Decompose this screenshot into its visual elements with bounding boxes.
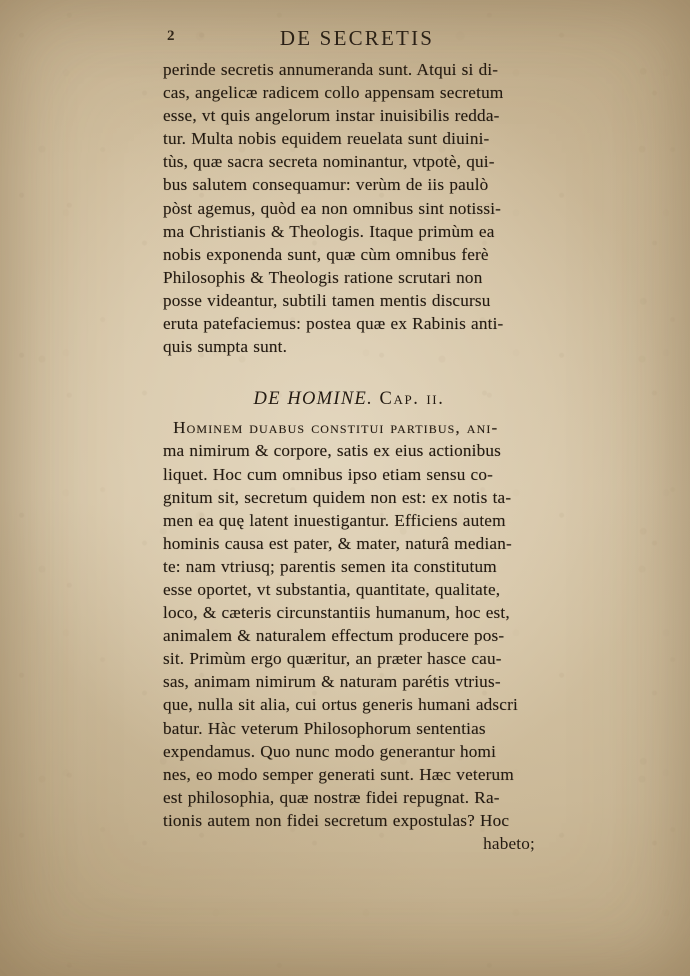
text-line: tionis autem non fidei secretum expostulas? Hoc bbox=[163, 810, 510, 830]
text-line: nes, eo modo semper generati sunt. Hæc veterum bbox=[163, 764, 514, 784]
text-line: sit. Primùm ergo quæritur, an præter hasce cau- bbox=[163, 649, 502, 669]
chapter-title: DE HOMINE. bbox=[253, 389, 373, 410]
running-title-text: DE SECRETIS bbox=[279, 26, 435, 50]
text-line: te: nam vtriusq; parentis semen ita constitutum bbox=[163, 556, 497, 576]
text-line: est philosophia, quæ nostræ fidei repugnat. Ra- bbox=[163, 787, 500, 807]
text-line: quis sumpta sunt. bbox=[163, 337, 288, 357]
folio-number: 2 bbox=[167, 28, 175, 44]
text-line: que, nulla sit alia, cui ortus generis humani adscri bbox=[163, 695, 518, 715]
text-line: tur. Multa nobis equidem reuelata sunt diuini- bbox=[163, 129, 490, 149]
text-line: Philosophis & Theologis ratione scrutari non bbox=[163, 267, 483, 287]
chapter-label: Cap. ii. bbox=[379, 389, 445, 410]
text-line: ma nimirum & corpore, satis ex eius actionibus bbox=[163, 441, 502, 461]
body-text bbox=[163, 58, 535, 855]
text-line: sas, animam nimirum & naturam parétis vtrius- bbox=[163, 672, 501, 692]
text-line: loco, & cæteris circunstantiis humanum, hoc est, bbox=[163, 603, 510, 623]
text-line: bus salutem consequamur: verùm de iis paulò bbox=[163, 175, 489, 195]
text-line: batur. Hàc veterum Philosophorum sententias bbox=[163, 718, 486, 738]
text-line: tùs, quæ sacra secreta nominantur, vtpotè, qui- bbox=[163, 152, 495, 172]
text-line: posse videantur, subtili tamen mentis discursu bbox=[163, 290, 491, 310]
page-header bbox=[0, 26, 690, 52]
text-line: expendamus. Quo nunc modo generantur homi bbox=[163, 741, 497, 761]
text-line: eruta patefaciemus: postea quæ ex Rabinis anti- bbox=[163, 314, 504, 334]
text-line: liquet. Hoc cum omnibus ipso etiam sensu co- bbox=[163, 464, 494, 484]
text-line: perinde secretis annumeranda sunt. Atqui si di- bbox=[163, 60, 499, 79]
text-line: ma Christianis & Theologis. Itaque primùm ea bbox=[163, 221, 495, 241]
initial-word: Hominem duabus constitui partibus, ani- bbox=[173, 418, 499, 438]
text-line: nobis exponenda sunt, quæ cùm omnibus ferè bbox=[163, 244, 489, 264]
text-line-initial bbox=[163, 416, 535, 439]
paragraph-one bbox=[163, 58, 535, 358]
text-line: pòst agemus, quòd ea non omnibus sint notissi- bbox=[163, 198, 502, 218]
text-line: animalem & naturalem effectum producere pos- bbox=[163, 626, 505, 646]
section-spacer bbox=[163, 358, 535, 388]
text-line: cas, angelicæ radicem collo appensam secretum bbox=[163, 83, 504, 103]
text-line: esse oportet, vt substantia, quantitate, qualitate, bbox=[163, 579, 501, 599]
catchword: habeto; bbox=[483, 834, 535, 853]
text-line: men ea quę latent inuestigantur. Efficiens autem bbox=[163, 510, 506, 530]
chapter-heading bbox=[163, 388, 535, 411]
text-line: esse, vt quis angelorum instar inuisibilis redda- bbox=[163, 106, 500, 126]
paragraph-two bbox=[163, 416, 535, 855]
text-line: gnitum sit, secretum quidem non est: ex notis ta- bbox=[163, 487, 512, 507]
running-title bbox=[0, 26, 690, 51]
text-line: hominis causa est pater, & mater, naturâ median- bbox=[163, 533, 512, 553]
